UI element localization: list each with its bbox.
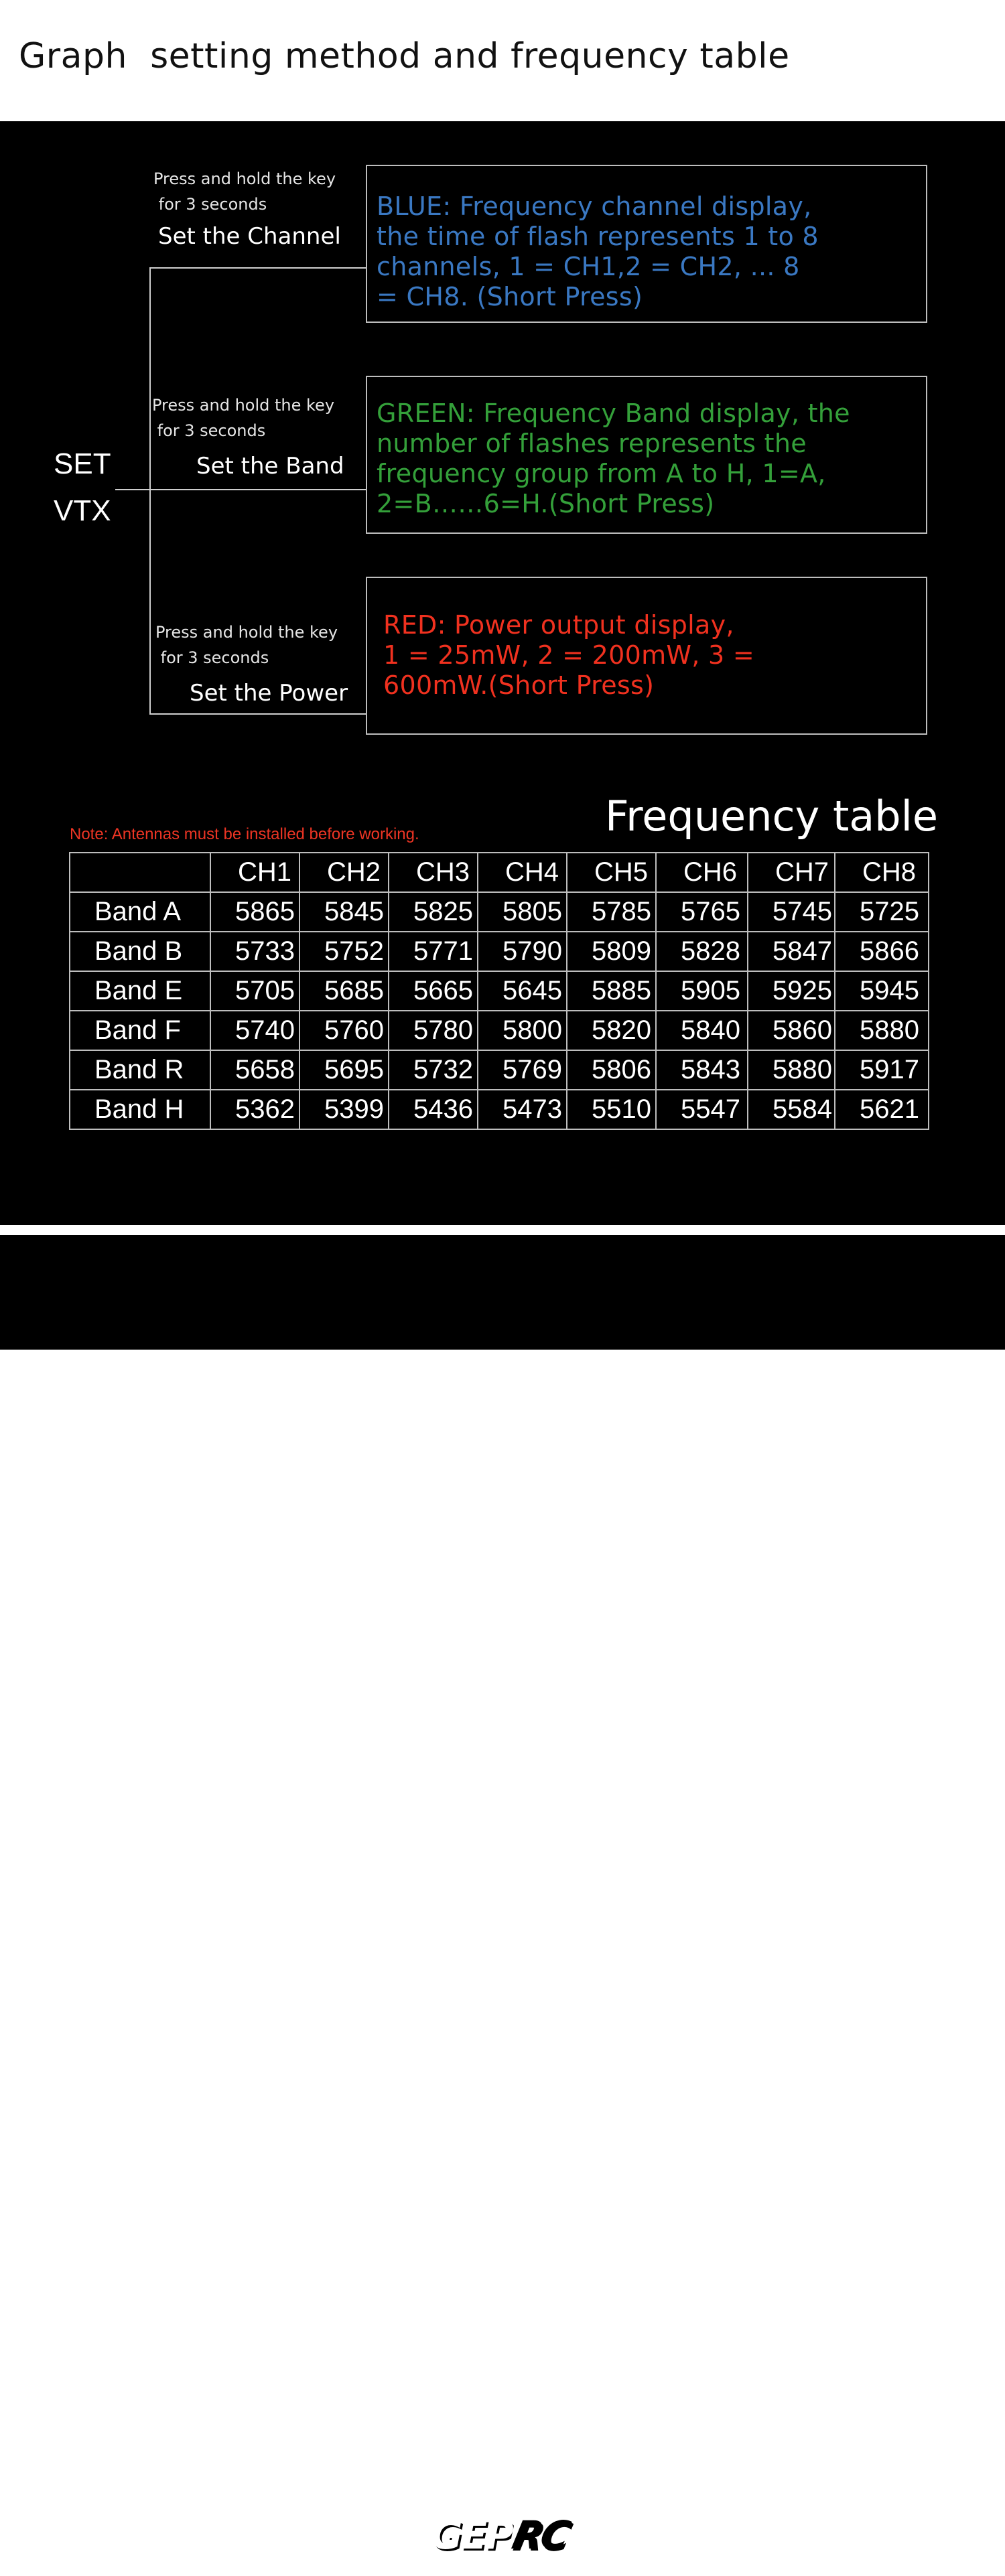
table-corner-cell [70,853,210,892]
footer-divider [0,1225,1005,1235]
table-cell: 5745 [748,892,835,932]
table-cell: 5866 [835,932,929,971]
channel-info-text: BLUE: Frequency channel display, the time of flash represents 1 to 8 channels, 1 = CH1,2 = CH2, ... 8 = CH8. (Short Press) [377,192,819,311]
band-row-label: Band E [70,971,210,1011]
connector-power [149,713,366,715]
table-cell: 5725 [835,892,929,932]
table-cell: 5847 [748,932,835,971]
table-cell: 5917 [835,1050,929,1090]
geprc-logo [431,2512,572,2558]
table-cell: 5860 [748,1011,835,1050]
band-info-text: GREEN: Frequency Band display, the number of flashes represents the frequency group from A to H, 1=A, 2=B……6=H.(Short Press) [377,399,850,518]
band-hint-line2: for 3 seconds [152,421,266,440]
table-cell: 5760 [299,1011,389,1050]
table-row [70,1050,929,1090]
table-cell: 5880 [835,1011,929,1050]
connector-channel [149,267,366,269]
website-url: www.geprc.com [846,2555,978,2575]
power-info-box [366,577,927,735]
column-header: CH6 [656,853,748,892]
column-header: CH2 [299,853,389,892]
table-cell: 5765 [656,892,748,932]
table-cell: 5733 [210,932,299,971]
table-cell: 5865 [210,892,299,932]
table-row [70,971,929,1011]
table-cell: 5362 [210,1090,299,1129]
table-cell: 5399 [299,1090,389,1129]
logo-text-main: GEP [431,2512,512,2558]
table-cell: 5665 [389,971,478,1011]
footer [0,1235,1005,2575]
table-row [70,1090,929,1129]
table-cell: 5510 [567,1090,656,1129]
table-cell: 5473 [478,1090,567,1129]
table-cell: 5584 [748,1090,835,1129]
column-header: CH3 [389,853,478,892]
table-cell: 5806 [567,1050,656,1090]
channel-hint-line2: for 3 seconds [153,195,267,214]
page-title: Graph setting method and frequency table [19,36,790,76]
table-cell: 5752 [299,932,389,971]
table-cell: 5436 [389,1090,478,1129]
table-cell: 5621 [835,1090,929,1129]
table-cell: 5905 [656,971,748,1011]
table-cell: 5785 [567,892,656,932]
channel-info-box [366,165,927,323]
column-header: CH1 [210,853,299,892]
table-cell: 5547 [656,1090,748,1129]
column-header: CH5 [567,853,656,892]
table-cell: 5845 [299,892,389,932]
column-header: CH7 [748,853,835,892]
diagram-root-label-vtx: VTX [54,494,111,527]
diagram-root-label-set: SET [54,447,111,480]
band-row-label: Band F [70,1011,210,1050]
table-cell: 5945 [835,971,929,1011]
power-hint-line2: for 3 seconds [155,648,269,667]
table-cell: 5840 [656,1011,748,1050]
table-cell: 5732 [389,1050,478,1090]
column-header: CH8 [835,853,929,892]
band-info-box [366,376,927,534]
table-row [70,892,929,932]
table-cell: 5925 [748,971,835,1011]
table-cell: 5771 [389,932,478,971]
table-cell: 5740 [210,1011,299,1050]
column-header: CH4 [478,853,567,892]
band-row-label: Band R [70,1050,210,1090]
band-action-label: Set the Band [196,453,344,480]
table-row [70,1011,929,1050]
table-header-row [70,853,929,892]
table-cell: 5645 [478,971,567,1011]
table-cell: 5880 [748,1050,835,1090]
table-cell: 5658 [210,1050,299,1090]
connector-trunk [149,267,151,715]
power-action-label: Set the Power [190,680,348,707]
channel-action-label: Set the Channel [158,223,341,250]
table-cell: 5809 [567,932,656,971]
connector-root [115,489,151,490]
page-header [0,0,1005,121]
table-cell: 5828 [656,932,748,971]
logo-text-accent: RC [507,2512,577,2558]
table-cell: 5825 [389,892,478,932]
table-cell: 5695 [299,1050,389,1090]
frequency-table-title: Frequency table [604,792,938,841]
table-cell: 5885 [567,971,656,1011]
table-row [70,932,929,971]
band-row-label: Band H [70,1090,210,1129]
table-cell: 5769 [478,1050,567,1090]
band-row-label: Band B [70,932,210,971]
table-cell: 5685 [299,971,389,1011]
power-info-text: RED: Power output display, 1 = 25mW, 2 = 200mW, 3 = 600mW.(Short Press) [383,610,755,700]
table-cell: 5820 [567,1011,656,1050]
connector-band [149,489,366,490]
frequency-table [69,852,929,1130]
band-row-label: Band A [70,892,210,932]
antenna-note: Note: Antennas must be installed before working. [70,825,419,843]
channel-hint-line1: Press and hold the key [153,169,336,188]
table-cell: 5843 [656,1050,748,1090]
power-hint-line1: Press and hold the key [155,623,338,642]
table-cell: 5780 [389,1011,478,1050]
table-cell: 5790 [478,932,567,971]
band-hint-line1: Press and hold the key [152,396,335,415]
table-cell: 5705 [210,971,299,1011]
table-cell: 5805 [478,892,567,932]
table-cell: 5800 [478,1011,567,1050]
